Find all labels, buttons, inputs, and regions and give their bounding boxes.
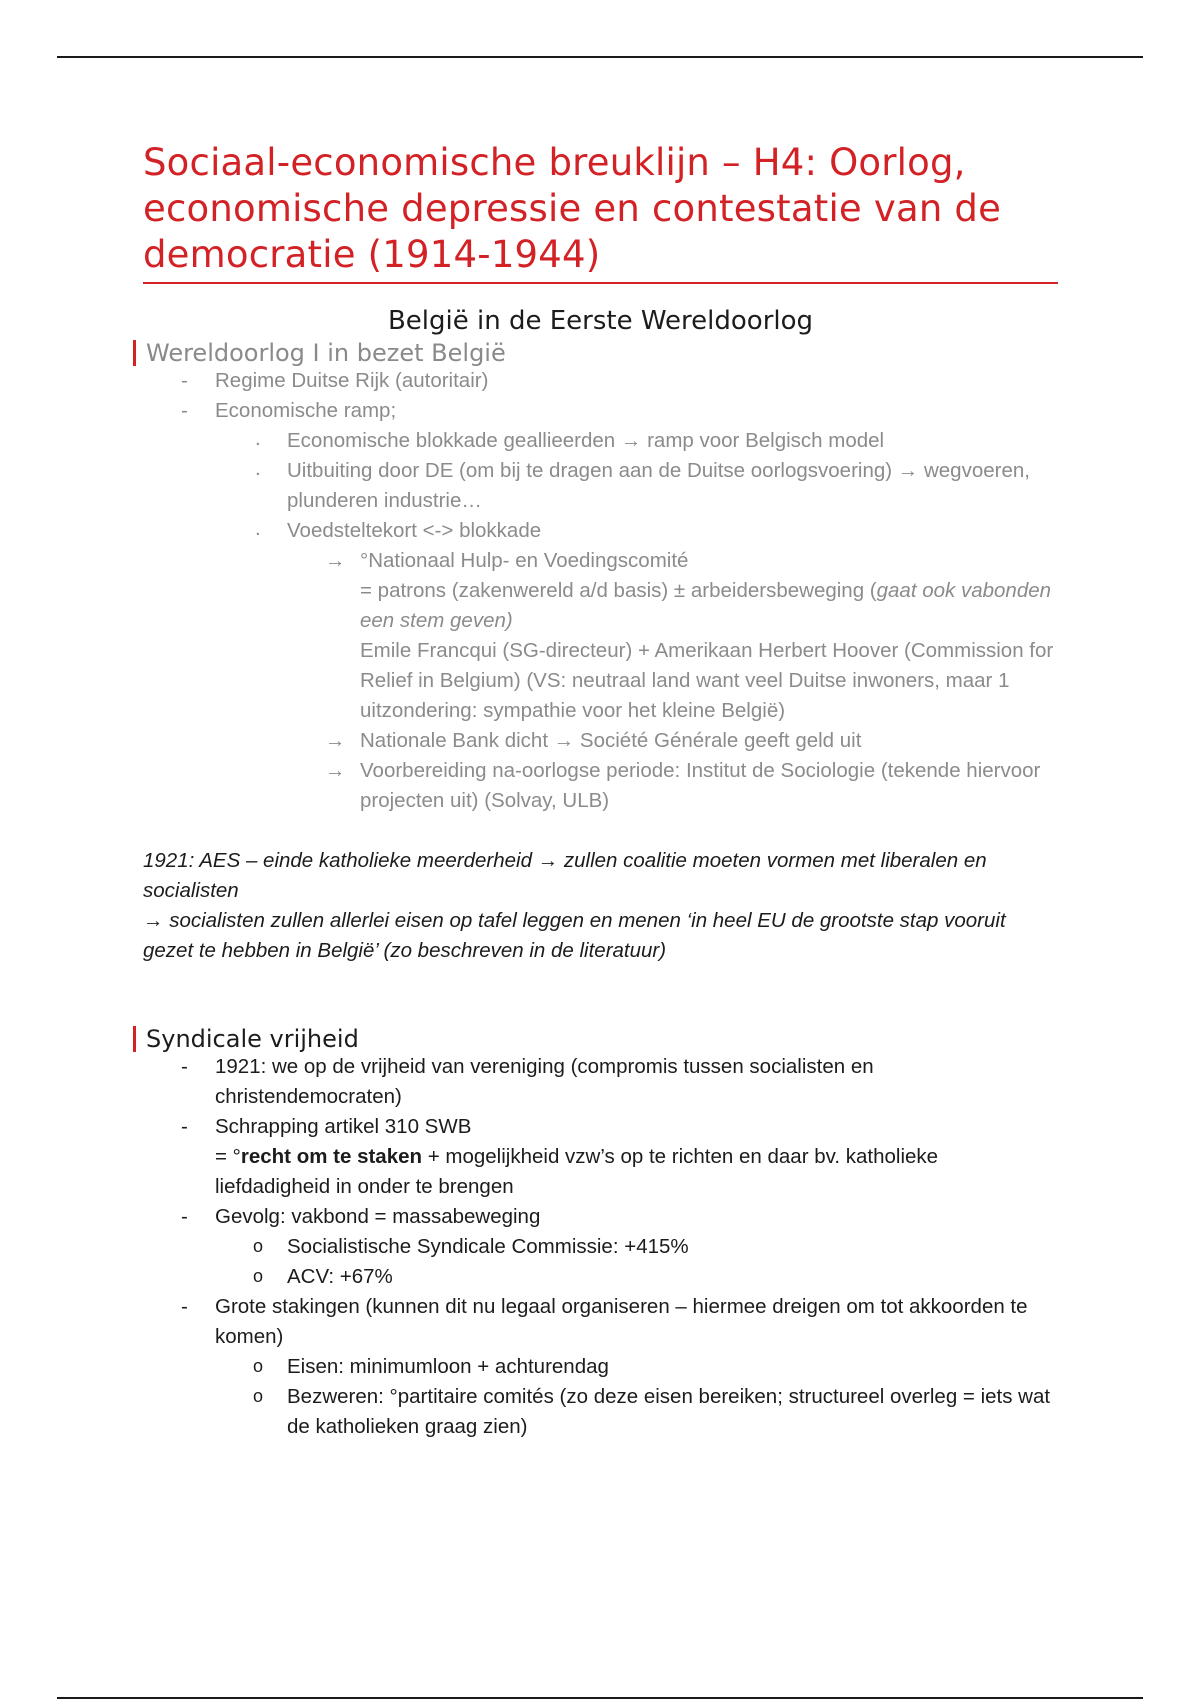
list-item: o ACV: +67% — [143, 1262, 1058, 1292]
list-item: - Gevolg: vakbond = massabeweging — [143, 1202, 1058, 1232]
document-body — [143, 140, 1058, 1442]
list-syndicale-vrijheid — [143, 1052, 1058, 1442]
document-title: Sociaal-economische breuklijn – H4: Oorlog, economische depressie en contestatie van de democratie (1914-1944) — [143, 140, 1058, 284]
comite-italic-text: gaat ook vabonden een stem geven) — [360, 579, 1052, 632]
list-wereldoorlog — [143, 366, 1058, 816]
schrapping-suffix: + mogelijkheid vzw’s op te richten en daar bv. katholieke liefdadigheid in onder te brengen — [215, 1145, 939, 1198]
section-heading: België in de Eerste Wereldoorlog — [387, 306, 814, 336]
list-item-continuation — [143, 576, 1058, 636]
subheading-wereldoorlog: Wereldoorlog I in bezet België — [133, 340, 1058, 366]
list-item: o Socialistische Syndicale Commissie: +415% — [143, 1232, 1058, 1262]
list-item-continuation — [143, 1142, 1058, 1202]
list-item: - Regime Duitse Rijk (autoritair) — [143, 366, 1058, 396]
list-item: → °Nationaal Hulp- en Voedingscomité — [143, 546, 1058, 576]
list-item: . Economische blokkade geallieerden → ramp voor Belgisch model — [143, 426, 1058, 456]
list-item: - 1921: we op de vrijheid van vereniging (compromis tussen socialisten en christendemocraten) — [143, 1052, 1058, 1112]
aes-line: 1921: AES – einde katholieke meerderheid → zullen coalitie moeten vormen met liberalen en socialisten — [143, 849, 987, 902]
list-item: → Voorbereiding na-oorlogse periode: Institut de Sociologie (tekende hiervoor projecten uit) (Solvay, ULB) — [143, 756, 1058, 816]
aes-note — [143, 846, 1058, 966]
subheading-syndicale-vrijheid: Syndicale vrijheid — [133, 1026, 1058, 1052]
schrapping-bold: recht om te staken — [240, 1145, 423, 1168]
list-item: - Economische ramp; — [143, 396, 1058, 426]
list-item: . Voedsteltekort <-> blokkade — [143, 516, 1058, 546]
list-item: - Schrapping artikel 310 SWB — [143, 1112, 1058, 1142]
list-item: - Grote stakingen (kunnen dit nu legaal organiseren – hiermee dreigen om tot akkoorden te komen) — [143, 1292, 1058, 1352]
comite-text: = patrons (zakenwereld a/d basis) ± arbeidersbeweging ( — [360, 579, 877, 602]
top-rule — [57, 56, 1143, 58]
schrapping-prefix: = ° — [215, 1145, 241, 1168]
list-item: . Uitbuiting door DE (om bij te dragen aan de Duitse oorlogsvoering) → wegvoeren, plunderen industrie… — [143, 456, 1058, 516]
list-item: o Eisen: minimumloon + achturendag — [143, 1352, 1058, 1382]
list-item: o Bezweren: °partitaire comités (zo deze eisen bereiken; structureel overleg = iets wat de katholieken graag zien) — [143, 1382, 1058, 1442]
bottom-rule — [57, 1697, 1143, 1699]
list-item: → Nationale Bank dicht → Société Générale geeft geld uit — [143, 726, 1058, 756]
list-item-continuation: Emile Francqui (SG-directeur) + Amerikaan Herbert Hoover (Commission for Relief in Belgium) (VS: neutraal land want veel Duitse inwoners, maar 1 uitzondering: sympathie voor het kleine België) — [360, 639, 1054, 722]
aes-line: → socialisten zullen allerlei eisen op tafel leggen en menen ‘in heel EU de grootste stap vooruit gezet te hebben in België’ (zo beschreven in de literatuur) — [143, 909, 1006, 962]
